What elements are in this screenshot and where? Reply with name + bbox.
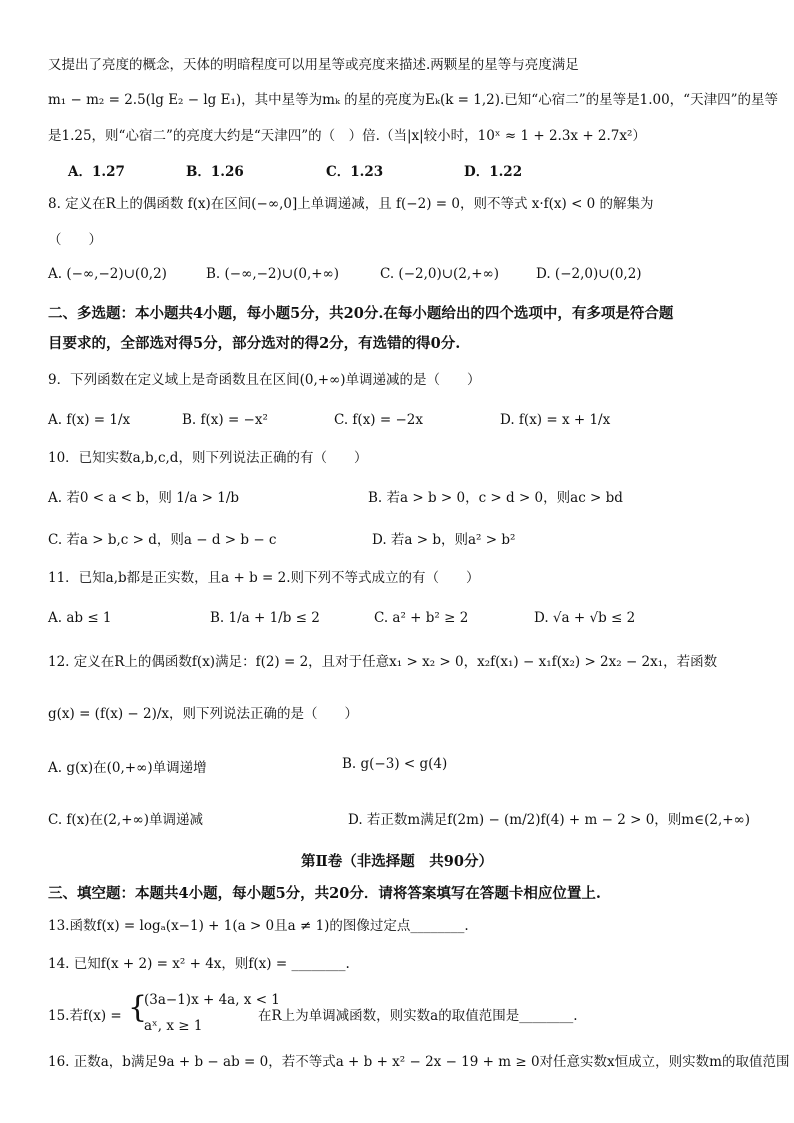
q9-option-d: D. f(x) = x + 1/x (500, 412, 611, 428)
q8-line2: （ ） (48, 232, 102, 248)
q14: 14. 已知f(x + 2) = x² + 4x，则f(x) = ________. (48, 956, 350, 972)
q10-option-c: C. 若a > b,c > d，则a − d > b − c (48, 532, 277, 548)
q11-stem: 11．已知a,b都是正实数，且a + b = 2.则下列不等式成立的有（ ） (48, 570, 480, 586)
q9-option-a: A. f(x) = 1/x (48, 412, 131, 428)
q12-line1: 12. 定义在R上的偶函数f(x)满足：f(2) = 2，且对于任意x₁ > x₂ > 0，x₂f(x₁) − x₁f(x₂) > 2x₂ − 2x₁，若函数 (48, 654, 718, 670)
q9-option-c: C. f(x) = −2x (334, 412, 423, 428)
q8-option-b: B. (−∞,−2)∪(0,+∞) (206, 266, 340, 282)
q7-option-b: B．1.26 (186, 164, 244, 180)
q12-option-d: D. 若正数m满足f(2m) − (m/2)f(4) + m − 2 > 0，则m∈(2,+∞) (348, 812, 751, 828)
q8-option-d: D. (−2,0)∪(0,2) (536, 266, 642, 282)
section2-line2: 目要求的，全部选对得5分，部分选对的得2分，有选错的得0分. (48, 335, 461, 352)
q11-option-c: C. a² + b² ≥ 2 (374, 610, 469, 626)
q8-option-c: C. (−2,0)∪(2,+∞) (380, 266, 500, 282)
q9-stem: 9．下列函数在定义域上是奇函数且在区间(0,+∞)单调递减的是（ ） (48, 372, 481, 388)
q15-case1: (3a−1)x + 4a, x < 1 (144, 992, 280, 1008)
q15-brace: { (128, 990, 148, 1025)
q15-prefix: 15.若f(x) = (48, 1008, 122, 1024)
section2-line1: 二、多选题：本小题共4小题，每小题5分，共20分.在每小题给出的四个选项中，有多项是符合题 (48, 305, 674, 322)
q9-option-b: B. f(x) = −x² (182, 412, 268, 428)
q7-line1: 又提出了亮度的概念，天体的明暗程度可以用星等或亮度来描述.两颗星的星等与亮度满足 (48, 57, 579, 73)
q7-option-a: A．1.27 (68, 164, 125, 180)
q13: 13.函数f(x) = logₐ(x−1) + 1(a > 0且a ≠ 1)的图像过定点________. (48, 918, 469, 934)
q8-line1: 8. 定义在R上的偶函数 f(x)在区间(−∞,0]上单调递减，且 f(−2) = 0，则不等式 x·f(x) < 0 的解集为 (48, 196, 654, 212)
q7-line3: 是1.25，则“心宿二”的亮度大约是“天津四”的（ ）倍.（当|x|较小时，10ˣ ≈ 1 + 2.3x + 2.7x²） (48, 128, 646, 144)
q10-option-a: A. 若0 < a < b，则 1/a > 1/b (48, 490, 240, 506)
q8-option-a: A. (−∞,−2)∪(0,2) (48, 266, 167, 282)
q11-option-a: A. ab ≤ 1 (48, 610, 112, 626)
q11-option-b: B. 1/a + 1/b ≤ 2 (210, 610, 320, 626)
q15-case2: aˣ, x ≥ 1 (144, 1018, 203, 1034)
q10-stem: 10．已知实数a,b,c,d，则下列说法正确的有（ ） (48, 450, 368, 466)
q16: 16. 正数a，b满足9a + b − ab = 0，若不等式a + b + x² − 2x − 19 + m ≥ 0对任意实数x恒成立，则实数m的取值范围 (48, 1054, 790, 1070)
section3-title: 三、填空题：本题共4小题，每小题5分，共20分．请将答案填写在答题卡相应位置上. (48, 885, 601, 902)
q10-option-b: B. 若a > b > 0，c > d > 0，则ac > bd (368, 490, 623, 506)
q11-option-d: D. √a + √b ≤ 2 (534, 610, 636, 626)
q12-option-a: A. g(x)在(0,+∞)单调递增 (48, 760, 207, 776)
q7-line2: m₁ − m₂ = 2.5(lg E₂ − lg E₁)，其中星等为mₖ 的星的亮度为Eₖ(k = 1,2).已知“心宿二”的星等是1.00，“天津四”的星等 (48, 92, 778, 108)
q12-line2: g(x) = (f(x) − 2)/x，则下列说法正确的是（ ） (48, 706, 359, 722)
q7-option-c: C．1.23 (326, 164, 384, 180)
q12-option-c: C. f(x)在(2,+∞)单调递减 (48, 812, 204, 828)
q7-option-d: D．1.22 (464, 164, 523, 180)
q12-option-b: B. g(−3) < g(4) (342, 756, 448, 772)
q10-option-d: D. 若a > b，则a² > b² (372, 532, 516, 548)
part2-title: 第Ⅱ卷（非选择题 共90分） (301, 853, 493, 870)
q15-suffix: 在R上为单调减函数，则实数a的取值范围是________. (258, 1008, 578, 1024)
